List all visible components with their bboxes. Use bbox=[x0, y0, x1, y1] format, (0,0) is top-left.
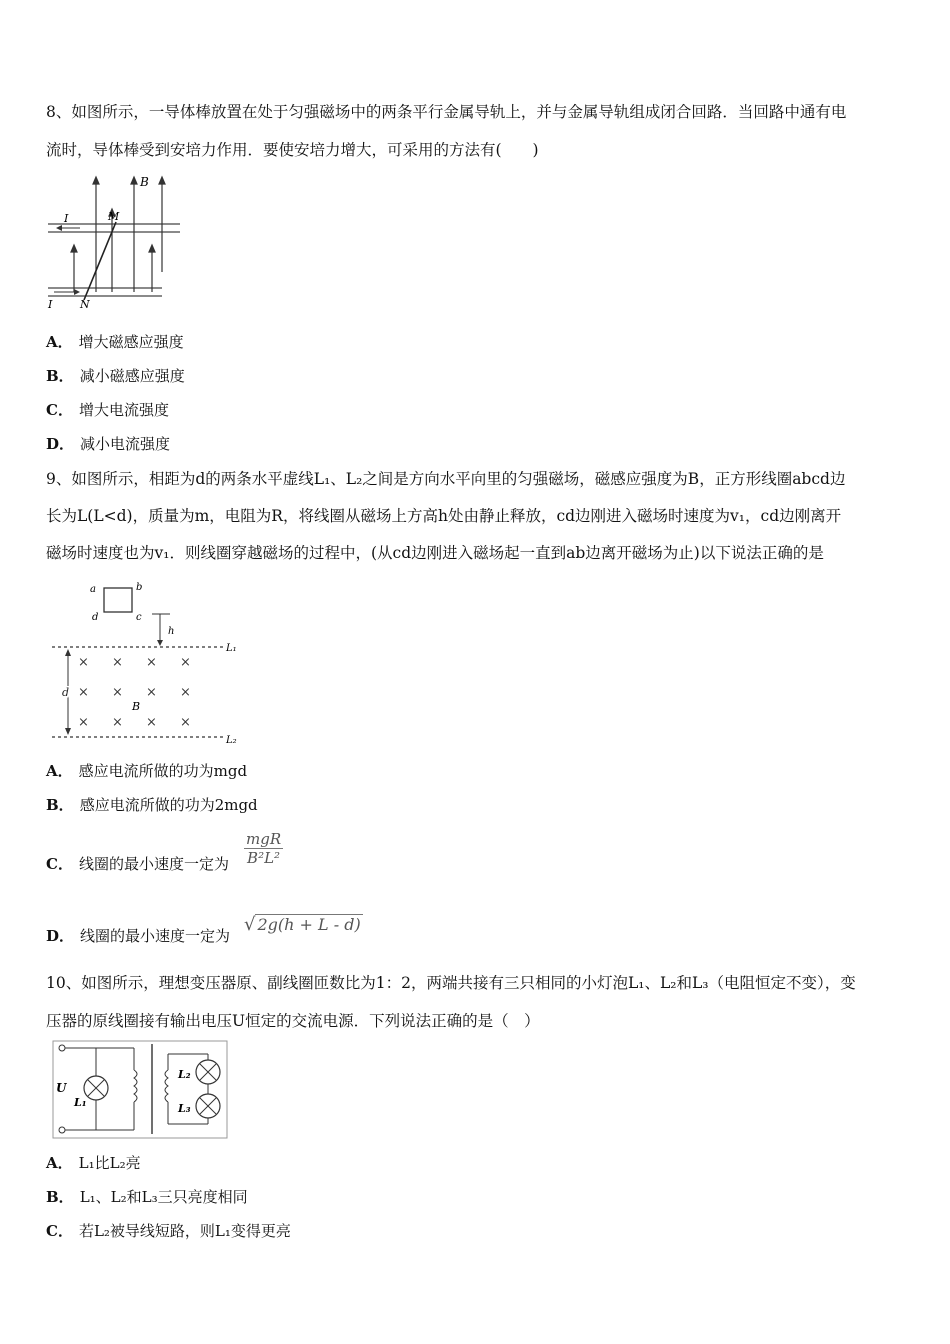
q9-option-d[interactable]: D． 线圈的最小速度一定为 bbox=[46, 927, 231, 945]
q9-label-d: d bbox=[62, 686, 70, 699]
q9-formula-d bbox=[244, 914, 363, 935]
q9-label-b: b bbox=[136, 582, 143, 593]
formula-numerator: mgR bbox=[246, 830, 282, 848]
q9-option-b[interactable]: B． 感应电流所做的功为2mgd bbox=[46, 796, 258, 814]
q9-formula-c bbox=[244, 830, 283, 867]
cross-mark: × bbox=[180, 685, 191, 700]
q10-option-a[interactable]: A． L₁比L₂亮 bbox=[46, 1154, 141, 1172]
cross-mark: × bbox=[146, 655, 157, 670]
cross-mark: × bbox=[78, 655, 89, 670]
q9-stem-line-2: 长为L(L<d)，质量为m，电阻为R，将线圈从磁场上方高h处由静止释放，cd边刚进入磁场时速度为v₁，cd边刚离开 bbox=[46, 507, 842, 525]
q9-label-L2: L₂ bbox=[226, 735, 237, 746]
q8-option-b[interactable]: B． 减小磁感应强度 bbox=[46, 367, 185, 385]
cross-mark: × bbox=[146, 685, 157, 700]
q10-label-U: U bbox=[56, 1081, 67, 1095]
q9-label-a: a bbox=[90, 584, 96, 595]
q8-stem-line-1: 8、如图所示，一导体棒放置在处于匀强磁场中的两条平行金属导轨上，并与金属导轨组成闭合回路．当回路中通有电 bbox=[46, 103, 847, 121]
q8-label-N: N bbox=[80, 298, 90, 311]
formula-denominator: B²L² bbox=[247, 849, 281, 867]
q10-label-L1: L₁ bbox=[74, 1096, 87, 1109]
q10-label-L2: L₂ bbox=[178, 1068, 191, 1081]
q10-option-c[interactable]: C． 若L₂被导线短路，则L₁变得更亮 bbox=[46, 1222, 291, 1240]
q9-stem-line-3: 磁场时速度也为v₁．则线圈穿越磁场的过程中，(从cd边刚进入磁场起一直到ab边离开磁场为止)以下说法正确的是 bbox=[46, 544, 824, 562]
q8-rail-figure bbox=[44, 172, 184, 312]
cross-mark: × bbox=[180, 655, 191, 670]
q8-stem-line-2: 流时，导体棒受到安培力作用．要使安培力增大，可采用的方法有( ) bbox=[46, 141, 539, 159]
q8-option-d[interactable]: D． 减小电流强度 bbox=[46, 435, 171, 453]
cross-mark: × bbox=[146, 715, 157, 730]
cross-mark: × bbox=[112, 655, 123, 670]
q9-option-a[interactable]: A． 感应电流所做的功为mgd bbox=[46, 762, 248, 780]
q8-label-I-top: I bbox=[64, 212, 69, 225]
q10-stem-line-1: 10、如图所示，理想变压器原、副线圈匝数比为1：2，两端共接有三只相同的小灯泡L₁、L₂和L₃（电阻恒定不变），变 bbox=[46, 974, 856, 992]
q9-magnetic-field-figure bbox=[48, 576, 248, 748]
q8-option-a[interactable]: A． 增大磁感应强度 bbox=[46, 333, 184, 351]
cross-mark: × bbox=[78, 685, 89, 700]
q10-option-b[interactable]: B． L₁、L₂和L₃三只亮度相同 bbox=[46, 1188, 248, 1206]
q10-stem-line-2: 压器的原线圈接有输出电压U恒定的交流电源．下列说法正确的是（ ） bbox=[46, 1012, 540, 1030]
q9-stem-line-1: 9、如图所示，相距为d的两条水平虚线L₁、L₂之间是方向水平向里的匀强磁场，磁感应强度为B，正方形线圈abcd边 bbox=[46, 470, 846, 488]
q9-label-L1: L₁ bbox=[226, 643, 237, 654]
cross-mark: × bbox=[180, 715, 191, 730]
q9-label-c: c bbox=[136, 612, 142, 623]
cross-mark: × bbox=[112, 685, 123, 700]
q8-label-I-bottom: I bbox=[48, 298, 53, 311]
sqrt-icon: √ bbox=[244, 914, 256, 935]
q9-option-c[interactable]: C． 线圈的最小速度一定为 bbox=[46, 855, 229, 873]
q10-transformer-figure bbox=[52, 1040, 228, 1140]
q9-label-h: h bbox=[168, 626, 175, 637]
cross-mark: × bbox=[78, 715, 89, 730]
q8-option-c[interactable]: C． 增大电流强度 bbox=[46, 401, 169, 419]
q9-label-B: B bbox=[132, 700, 141, 713]
cross-mark: × bbox=[112, 715, 123, 730]
q10-label-L3: L₃ bbox=[178, 1102, 191, 1115]
q9-label-d-corner: d bbox=[92, 612, 99, 623]
q8-label-B: B bbox=[140, 175, 149, 189]
q8-label-M: M bbox=[108, 210, 120, 223]
formula-radicand: 2g(h + L - d) bbox=[257, 915, 361, 934]
